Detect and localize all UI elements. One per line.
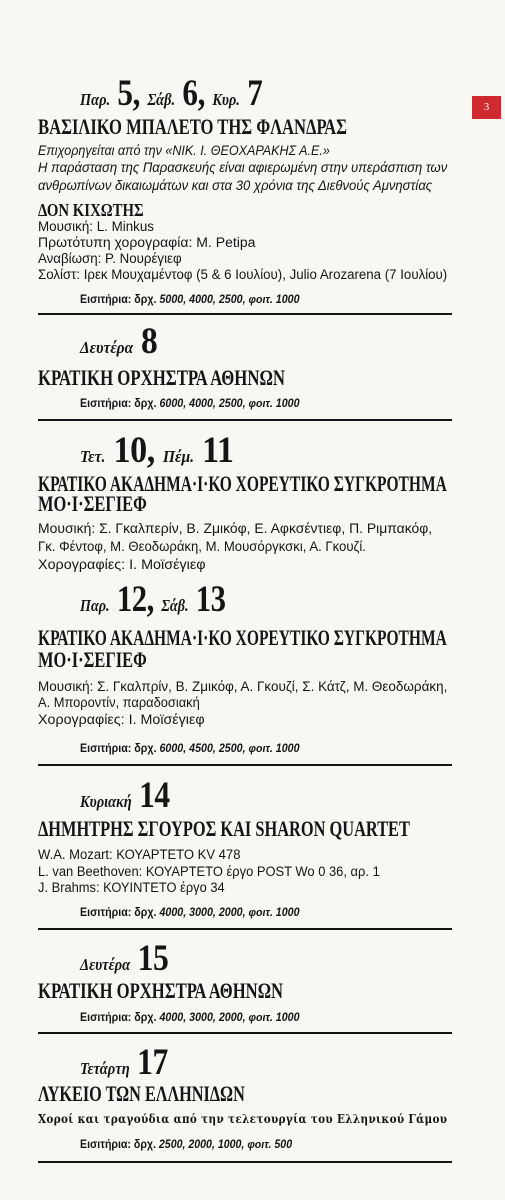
- event-title: ΜΟ·Ι·ΣΕΓΙΕΦ: [38, 491, 147, 516]
- section-divider: [38, 764, 452, 766]
- weekday-label: Παρ.: [80, 90, 111, 109]
- event-date: [80, 581, 226, 624]
- ticket-label: Εισιτήρια: δρχ.: [80, 1139, 156, 1151]
- ticket-prices: [80, 906, 300, 920]
- weekday-label: Πέμ.: [162, 447, 195, 466]
- credit-line: Αναβίωση: Ρ. Νουρέγιεφ: [38, 251, 182, 266]
- dedication-note: Η παράσταση της Παρασκευής είναι αφιερωμένη στην υπεράσπιση των: [38, 160, 448, 175]
- weekday-label: Σάβ.: [147, 90, 176, 109]
- event-title: ΒΑΣΙΛΙΚΟ ΜΠΑΛΕΤΟ ΤΗΣ ΦΛΑΝΔΡΑΣ: [38, 114, 348, 139]
- event-title: ΚΡΑΤΙΚΗ ΟΡΧΗΣΤΡΑ ΑΘΗΝΩΝ: [38, 978, 284, 1003]
- event-date: [80, 323, 157, 366]
- event-title: ΜΟ·Ι·ΣΕΓΙΕΦ: [38, 647, 147, 672]
- weekday-label: Τετ.: [80, 447, 106, 466]
- weekday-label: Κυριακή: [80, 792, 132, 811]
- day-number: 10,: [113, 430, 155, 471]
- weekday-label: Δευτέρα: [80, 955, 131, 974]
- event-title: ΔΗΜΗΤΡΗΣ ΣΓΟΥΡΟΣ ΚΑΙ SHARON QUARTET: [38, 816, 410, 841]
- ticket-prices: [80, 293, 300, 307]
- event-date: [80, 777, 170, 820]
- ticket-label: Εισιτήρια: δρχ.: [80, 398, 157, 410]
- weekday-label: Τετάρτη: [80, 1059, 130, 1078]
- work-title: ΔΟΝ ΚΙΧΩΤΗΣ: [38, 200, 144, 220]
- credit-line: W.A. Mozart: ΚΟΥΑΡΤΕΤΟ KV 478: [38, 847, 241, 862]
- day-number: 12,: [116, 579, 154, 620]
- ticket-prices: [80, 742, 300, 756]
- section-divider: [38, 1032, 452, 1034]
- ticket-amounts: 6000, 4000, 2500, φοιτ. 1000: [159, 398, 300, 410]
- weekday-label: Παρ.: [80, 596, 110, 615]
- ticket-prices: [80, 397, 300, 411]
- credit-line: L. van Beethoven: ΚΟΥΑΡΤΕΤΟ έργο POST Wo 0 36, αρ. 1: [38, 864, 380, 879]
- page-number-tab: 3: [472, 96, 501, 119]
- day-number: 11: [202, 430, 234, 471]
- event-title: ΚΡΑΤΙΚΗ ΟΡΧΗΣΤΡΑ ΑΘΗΝΩΝ: [38, 365, 286, 390]
- section-divider: [38, 1161, 452, 1163]
- day-number: 8: [141, 321, 158, 362]
- credit-line: Μουσική: Σ. Γκαλπρίν, Β. Ζμικόφ, Α. Γκουζί, Σ. Κάτζ, Μ. Θεοδωράκη,: [38, 679, 448, 694]
- ticket-label: Εισιτήρια: δρχ.: [80, 1012, 157, 1024]
- day-number: 7: [247, 73, 263, 114]
- ticket-prices: [80, 1011, 300, 1025]
- weekday-label: Σάβ.: [161, 596, 189, 615]
- credit-line: Μουσική: Σ. Γκαλπερίν, Β. Ζμικόφ, Ε. Αφκσέντιεφ, Π. Ριμπακόφ,: [38, 521, 433, 536]
- ticket-amounts: 4000, 3000, 2000, φοιτ. 1000: [159, 1012, 300, 1024]
- day-number: 14: [139, 775, 170, 816]
- day-number: 6,: [182, 73, 205, 114]
- ticket-amounts: 4000, 3000, 2000, φοιτ. 1000: [159, 907, 300, 919]
- credit-line: Σολίστ: Ιρεκ Μουχαμέντοφ (5 & 6 Ιουλίου), Julio Arozarena (7 Ιουλίου): [38, 267, 448, 282]
- event-title: ΚΡΑΤΙΚΟ ΑΚΑΔΗΜΑ·Ι·ΚΟ ΧΟΡΕΥΤΙΚΟ ΣΥΓΚΡΟΤΗΜΑ: [38, 625, 447, 650]
- day-number: 13: [195, 579, 226, 620]
- ticket-prices: [80, 1138, 292, 1152]
- event-title: ΚΡΑΤΙΚΟ ΑΚΑΔΗΜΑ·Ι·ΚΟ ΧΟΡΕΥΤΙΚΟ ΣΥΓΚΡΟΤΗΜΑ: [38, 471, 447, 496]
- credit-line: Μουσική: L. Minkus: [38, 219, 155, 234]
- event-subtitle: Χοροί και τραγούδια από την τελετουργία του Ελληνικού Γάμου: [38, 1111, 448, 1126]
- credit-line: Χορογραφίες: Ι. Μοϊσέγιεφ: [38, 557, 206, 572]
- ticket-label: Εισιτήρια: δρχ.: [80, 743, 157, 755]
- ticket-label: Εισιτήρια: δρχ.: [80, 907, 157, 919]
- credit-line: Γκ. Φέντοφ, Μ. Θεοδωράκη, Μ. Μουσόργκσκι, Α. Γκουζί.: [38, 539, 366, 554]
- sponsor-note: Επιχορηγείται από την «ΝΙΚ. Ι. ΘΕΟΧΑΡΑΚΗΣ Α.Ε.»: [38, 143, 330, 158]
- credit-line: Α. Μποροντίν, παραδοσιακή: [38, 695, 200, 710]
- section-divider: [38, 313, 452, 315]
- event-title: ΛΥΚΕΙΟ ΤΩΝ ΕΛΛΗΝΙΔΩΝ: [38, 1081, 245, 1106]
- ticket-amounts: 6000, 4500, 2500, φοιτ. 1000: [159, 743, 300, 755]
- credit-line: Χορογραφίες: Ι. Μοϊσέγιεφ: [38, 712, 205, 727]
- weekday-label: Κυρ.: [212, 90, 240, 109]
- event-date: [80, 940, 168, 983]
- ticket-amounts: 5000, 4000, 2500, φοιτ. 1000: [159, 294, 300, 306]
- day-number: 5,: [117, 73, 140, 114]
- credit-line: J. Brahms: ΚΟΥΙΝΤΕΤΟ έργο 34: [38, 880, 225, 895]
- ticket-label: Εισιτήρια: δρχ.: [80, 294, 157, 306]
- day-number: 17: [137, 1042, 168, 1083]
- day-number: 15: [137, 938, 169, 979]
- dedication-note: ανθρωπίνων δικαιωμάτων και στα 30 χρόνια της Διεθνούς Αμνηστίας: [38, 178, 433, 193]
- weekday-label: Δευτέρα: [80, 338, 134, 357]
- event-date: [80, 75, 262, 118]
- ticket-amounts: 2500, 2000, 1000, φοιτ. 500: [158, 1139, 293, 1151]
- credit-line: Πρωτότυπη χορογραφία: M. Petipa: [38, 235, 256, 250]
- event-date: [80, 432, 233, 475]
- section-divider: [38, 928, 452, 930]
- section-divider: [38, 419, 452, 421]
